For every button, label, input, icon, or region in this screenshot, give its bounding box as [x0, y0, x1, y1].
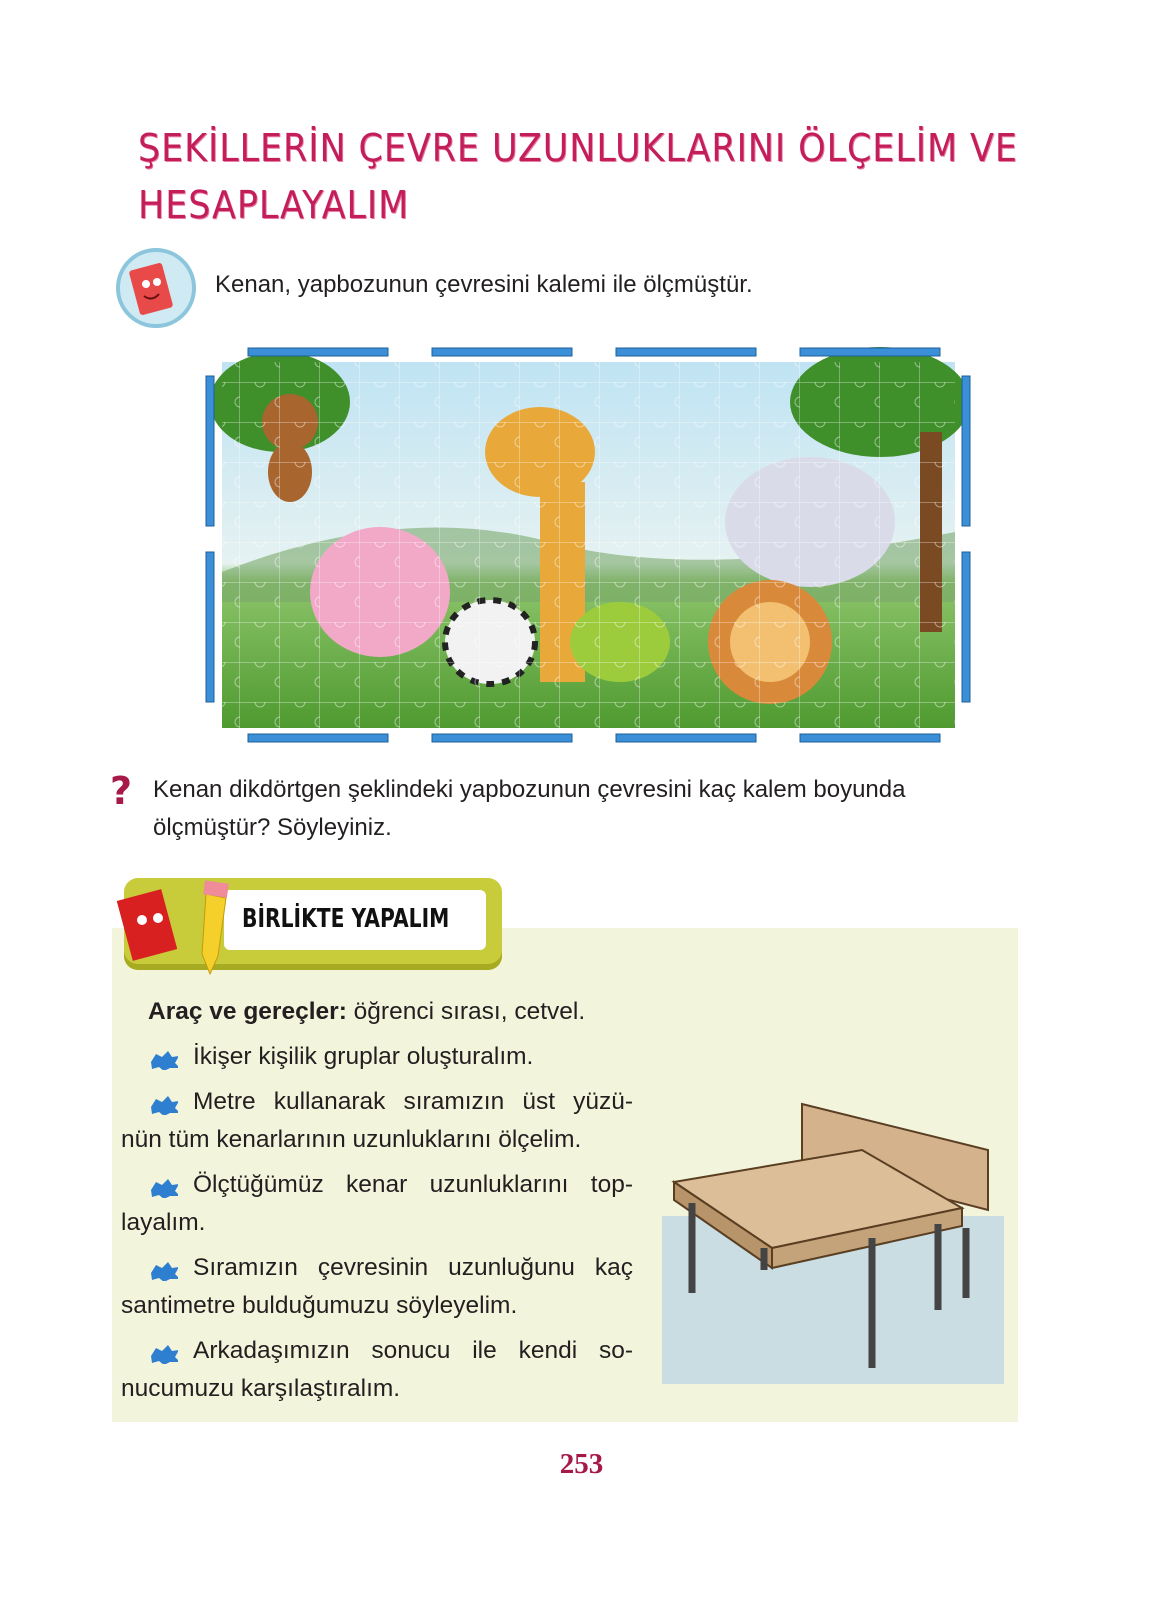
- activity-step-line: İkişer kişilik gruplar oluşturalım.: [193, 1043, 534, 1070]
- activity-step-line: Sıramızın çevresinin uzunluğunu kaç: [193, 1254, 633, 1281]
- activity-step-line: Arkadaşımızın sonucu ile kendi so-: [193, 1337, 633, 1364]
- svg-text:?: ?: [110, 769, 133, 813]
- question-mark-icon: [108, 768, 138, 814]
- question-line-2: ölçmüştür? Söyleyiniz.: [153, 814, 392, 841]
- activity-step-line: Ölçtüğümüz kenar uzunluklarını top-: [193, 1171, 633, 1198]
- activity-step-line: Metre kullanarak sıramızın üst yüzü-: [193, 1088, 633, 1115]
- notebook-mascot-icon: [110, 246, 202, 332]
- splash-bullet-icon: [148, 1093, 178, 1115]
- materials-value: öğrenci sırası, cetvel.: [346, 998, 586, 1025]
- intro-text: Kenan, yapbozunun çevresini kalemi ile ölçmüştür.: [215, 271, 753, 298]
- puzzle-illustration: [200, 342, 980, 752]
- activity-step-line: layalım.: [121, 1209, 206, 1236]
- question-line-1: Kenan dikdörtgen şeklindeki yapbozunun çevresini kaç kalem boyunda: [153, 776, 906, 803]
- page-title-line-1: ŞEKİLLERİN ÇEVRE UZUNLUKLARINI ÖLÇELİM VE: [138, 126, 1018, 170]
- splash-bullet-icon: [148, 1176, 178, 1198]
- splash-bullet-icon: [148, 1259, 178, 1281]
- materials-line: [148, 998, 585, 1026]
- splash-bullet-icon: [148, 1342, 178, 1364]
- activity-header-title: BİRLİKTE YAPALIM: [242, 904, 450, 934]
- activity-step-line: nucumuzu karşılaştıralım.: [121, 1375, 401, 1402]
- page-title-line-2: HESAPLAYALIM: [138, 183, 410, 227]
- activity-step-line: nün tüm kenarlarının uzunluklarını ölçelim.: [121, 1126, 582, 1153]
- activity-step-line: santimetre bulduğumuzu söyleyelim.: [121, 1292, 518, 1319]
- splash-bullet-icon: [148, 1048, 178, 1070]
- page-number: 253: [559, 1448, 604, 1480]
- school-desk-illustration: [662, 1098, 1004, 1384]
- materials-label: Araç ve gereçler:: [148, 998, 347, 1025]
- book-pencil-mascot-icon: [114, 876, 254, 976]
